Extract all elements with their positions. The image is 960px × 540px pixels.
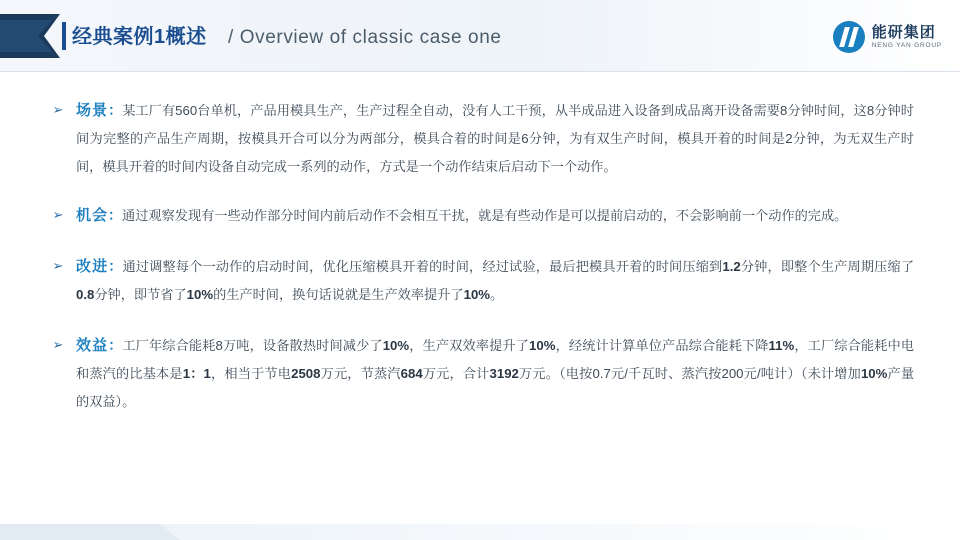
paragraph-opportunity: [46, 201, 914, 230]
bullet-arrow-icon: ➢: [52, 102, 64, 117]
paragraph-lead-benefit: 效益: [76, 337, 109, 354]
page-title-en: / Overview of classic case one: [228, 27, 502, 48]
paragraph-text-opportunity: 通过观察发现有一些动作部分时间内前后动作不会相互干扰，就是有些动作是可以提前启动的，不会影响前一个动作的完成。: [122, 208, 848, 223]
paragraph-text-benefit: 工厂年综合能耗8万吨，设备散热时间减少了10%，生产双效率提升了10%，经统计计算单位产品综合能耗下降11%，工厂综合能耗中电和蒸汽的比基本是1：1，相当于节电2508万元，节蒸汽684万元，合计3192万元。（电按0.7元/千瓦时、蒸汽按200元/吨计）（未计增加10%产量的双益）。: [76, 338, 915, 409]
company-name-cn: 能研集团: [871, 23, 936, 41]
paragraph-scene: [46, 96, 914, 181]
paragraph-text-improvement: 通过调整每个一动作的启动时间，优化压缩模具开着的时间，经过试验，最后把模具开着的时间压缩到1.2分钟，即整个生产周期压缩了0.8分钟，即节省了10%的生产时间，换句话说就是生产效率提升了10%。: [76, 259, 915, 302]
company-logo: [833, 20, 942, 54]
paragraph-colon-opportunity: ：: [108, 207, 123, 223]
slide-body: [0, 78, 960, 530]
bullet-arrow-icon: ➢: [52, 258, 64, 273]
paragraph-colon-improvement: ：: [108, 258, 123, 274]
paragraph-lead-opportunity: 机会: [76, 207, 109, 224]
paragraph-lead-improvement: 改进: [76, 258, 109, 275]
footer-wedge: [0, 524, 180, 540]
footer-decoration: [0, 524, 960, 540]
bullet-arrow-icon: ➢: [52, 207, 64, 222]
header-divider: [0, 71, 960, 72]
paragraph-benefit: [46, 331, 914, 416]
paragraph-lead-scene: 场景: [76, 102, 109, 119]
page-title-cn: 经典案例1概述: [72, 26, 207, 48]
title-accent-bar: [62, 22, 66, 50]
paragraph-improvement: [46, 252, 914, 309]
slide-header: [0, 0, 960, 72]
header-ribbon-decoration: [0, 14, 60, 58]
paragraph-colon-scene: ：: [108, 102, 123, 118]
nengyan-logo-icon: [833, 21, 865, 53]
company-logo-text: [872, 24, 942, 51]
paragraph-colon-benefit: ：: [108, 337, 123, 353]
bullet-arrow-icon: ➢: [52, 337, 64, 352]
ribbon-band-inner: [0, 20, 52, 52]
company-name-en: NENG YAN GROUP: [871, 41, 942, 49]
paragraph-text-scene: 某工厂有560台单机，产品用模具生产，生产过程全自动，没有人工干预，从半成品进入设备到成品离开设备需要8分钟时间，这8分钟时间为完整的产品生产周期，按模具开合可以分为两部分，模具合着的时间是6分钟，为有双生产时间，模具开着的时间是2分钟，为无双生产时间，模具开着的时间内设备自动完成一系列的动作，方式是一个动作结束后启动下一个动作。: [76, 103, 914, 174]
